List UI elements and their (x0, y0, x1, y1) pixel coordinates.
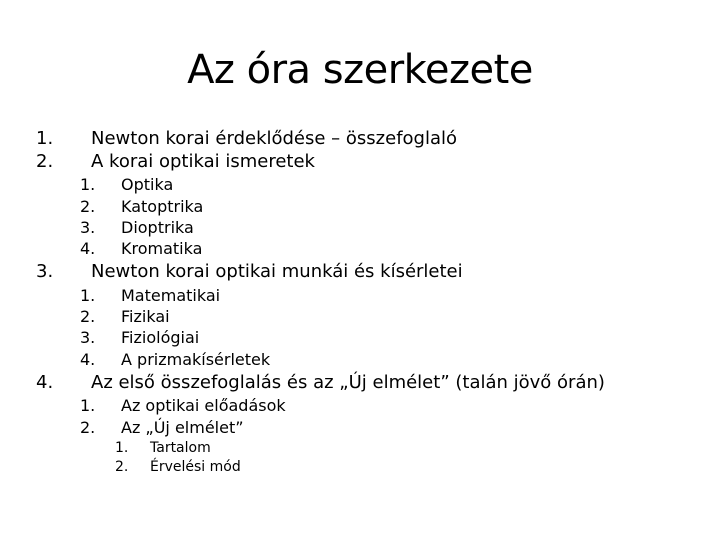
subitem-number: 2. (80, 307, 96, 326)
item-text: Az első összefoglalás és az „Új elmélet” (talán jövő órán) (91, 372, 605, 393)
item-number: 4. (36, 372, 54, 393)
subitem-text: A prizmakísérletek (121, 350, 271, 369)
subitem-number: 4. (80, 239, 96, 258)
subsubitem-number: 1. (115, 440, 129, 456)
subitem-number: 3. (80, 218, 96, 237)
subitem-text: Katoptrika (121, 197, 204, 216)
subsubitem-number: 2. (115, 459, 129, 475)
subitem-text: Optika (121, 175, 174, 194)
item-text: Newton korai optikai munkái és kísérletei (91, 261, 463, 282)
subitem-text: Dioptrika (121, 218, 194, 237)
subitem-text: Kromatika (121, 239, 203, 258)
subitem-text: Az „Új elmélet” (121, 418, 244, 437)
subsubitem-text: Tartalom (150, 440, 211, 456)
subitem-text: Matematikai (121, 286, 221, 305)
subitem-number: 1. (80, 175, 96, 194)
subitem-text: Az optikai előadások (121, 396, 286, 415)
subitem-number: 1. (80, 396, 96, 415)
item-number: 3. (36, 261, 54, 282)
subitem-text: Fiziológiai (121, 328, 200, 347)
subitem-number: 2. (80, 418, 96, 437)
subitem-text: Fizikai (121, 307, 170, 326)
subitem-number: 3. (80, 328, 96, 347)
slide-title: Az óra szerkezete (187, 47, 533, 93)
subitem-number: 4. (80, 350, 96, 369)
item-text: A korai optikai ismeretek (91, 151, 315, 172)
item-number: 1. (36, 128, 54, 149)
item-number: 2. (36, 151, 54, 172)
subsubitem-text: Érvelési mód (150, 459, 241, 475)
subitem-number: 1. (80, 286, 96, 305)
item-text: Newton korai érdeklődése – összefoglaló (91, 128, 458, 149)
subitem-number: 2. (80, 197, 96, 216)
